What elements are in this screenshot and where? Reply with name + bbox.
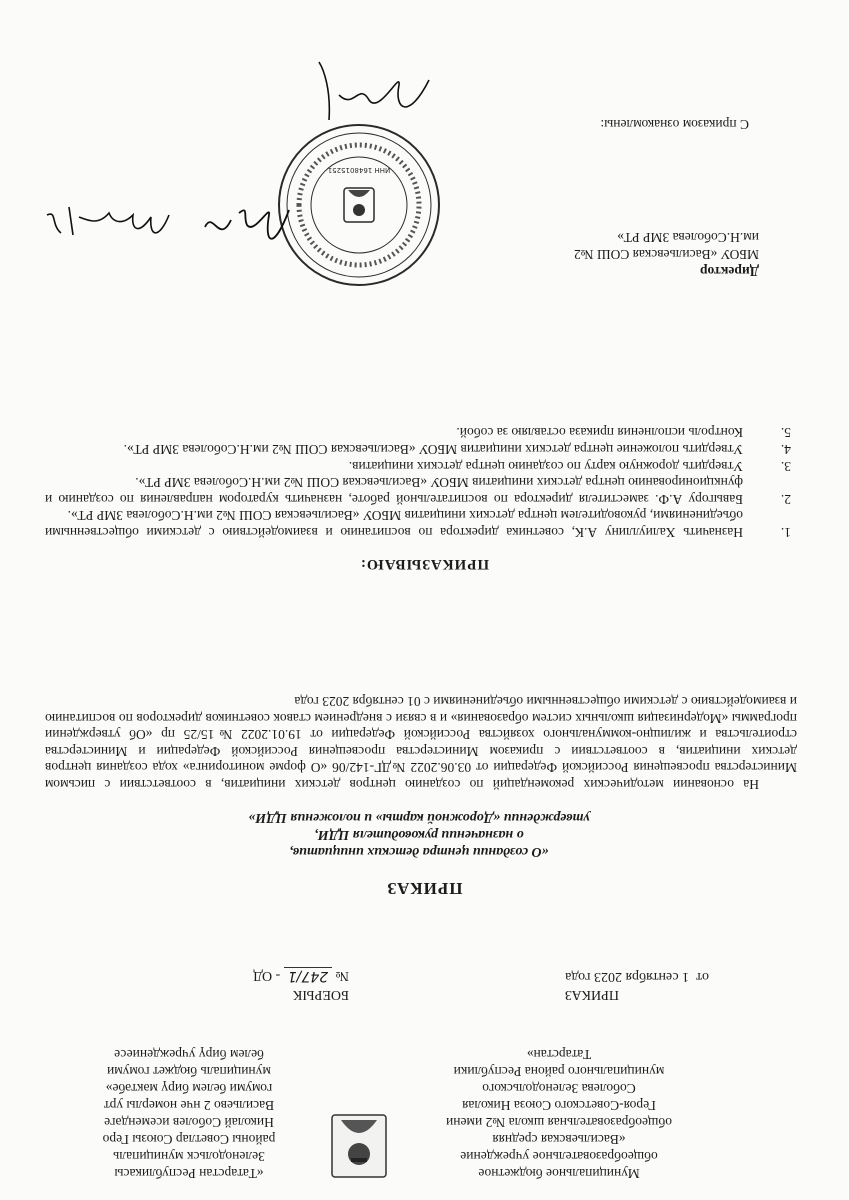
director-signature-icon <box>29 185 309 265</box>
header-ru-line: общеобразовательная школа №2 имени <box>446 1115 672 1130</box>
seal-inn: ИНН 1648015251 <box>327 166 391 174</box>
header-tt-line: белем бирү учреждениесе <box>114 1047 264 1062</box>
prikaz-label: ПРИКАЗ <box>564 987 619 1002</box>
item-number: 2. <box>780 491 791 507</box>
subject-line: «О создании центра детских инициатив, <box>289 844 549 859</box>
order-number <box>253 967 349 984</box>
item-text: Назначить Халиуллину А.К, советника директора по воспитанию и взаимодействию с детскими общественными объединениями, руководителем центра детских инициатив МБОУ «Васильевская СОШ №2 им.Н.Соболева ЗМР РТ». <box>45 508 743 540</box>
header-ru-line: Соболева Зеленодольского <box>482 1081 636 1096</box>
order-heading: ПРИКАЗЫВАЮ: <box>359 556 490 572</box>
header-tt-line: гомуми белем бирү мәктәбе» <box>105 1081 273 1096</box>
header-ru-line: «Васильевская средняя <box>492 1132 626 1147</box>
order-item <box>45 424 797 441</box>
order-date <box>565 968 709 984</box>
item-number: 3. <box>780 458 791 474</box>
item-text: Бавыгору А.Ф. заместителя директора по воспитательной работе, назначить куратором направления по созданию и функционированию центра детских инициатив МБОУ «Васильевская СОШ №2 им.Н.Соболева ЗМР РТ». <box>45 475 743 507</box>
header-tt-line: районы Советлар Союзы Геро <box>102 1132 276 1147</box>
header-organization-ru <box>384 1046 734 1182</box>
number-prefix: № <box>335 968 349 983</box>
order-subject <box>159 809 679 860</box>
header-tt-line: муниципаль бюджет гомуми <box>107 1064 271 1079</box>
order-items-list <box>45 424 797 540</box>
header-ru-line: общеобразовательное учреждение <box>460 1149 658 1164</box>
item-number: 4. <box>780 442 791 458</box>
director-org-line: им.Н.Соболева ЗМР РТ» <box>617 230 759 245</box>
page-title: ПРИКАЗ <box>386 879 463 898</box>
date-value: 1 сентября 2023 года <box>565 969 690 984</box>
item-number: 5. <box>780 425 791 441</box>
header-ru-line: муниципального района Республики <box>453 1064 665 1079</box>
date-prefix: от <box>696 969 709 984</box>
item-text: Контроль исполнения приказа оставляю за собой. <box>456 425 743 441</box>
header-tt-line: «Татарстан Республикасы <box>114 1166 264 1181</box>
header-tt-line: Николай Соболев исемендәге <box>104 1115 274 1130</box>
header-ru-line: Татарстан» <box>526 1047 592 1062</box>
header-tt-line: Зеленодольск муниципаль <box>113 1149 265 1164</box>
director-org-line: МБОУ «Васильевская СОШ №2 <box>573 247 759 262</box>
boyeryk-label: БОЕРЫК <box>293 987 349 1002</box>
item-number: 1. <box>780 525 791 540</box>
subject-line: утверждении «Дорожной карты» и положения ЦДИ» <box>248 810 590 825</box>
item-text: Утвердить дорожную карту по созданию центра детских инициатив. <box>348 458 743 474</box>
number-value: 247/1 <box>284 967 332 984</box>
acquainted-signature-icon <box>289 50 449 140</box>
director-block <box>574 229 759 280</box>
header-ru-line: Муниципальное бюджетное <box>478 1166 640 1181</box>
order-item <box>45 440 797 457</box>
header-organization-tt <box>39 1046 339 1182</box>
director-title: Директор <box>699 264 759 279</box>
header-tt-line: Васильево 2 нче номерлы урт <box>103 1098 275 1113</box>
order-item <box>45 474 797 507</box>
header-ru-line: Героя-Советского Союза Николая <box>462 1098 656 1113</box>
item-text: Утвердить положение центра детских инициатив МБОУ «Васильевская СОШ №2 им.Н.Соболева ЗМР РТ». <box>123 442 743 458</box>
order-item <box>45 507 797 540</box>
number-suffix: - ОД <box>253 968 281 983</box>
order-item <box>45 457 797 474</box>
preamble-paragraph: На основании методических рекомендаций по созданию центров детских инициатив, в соответствии с письмом Министерства просвещения Российской Федерации от 03.06.2022 №ДГ-142/06 «О форме мониторинга» хода создания центров детских инициатив, в соответствии с приказом Министерства просвещения Российской Федерации и Министерства строительства и жилищно-коммунального хозяйства Российской Федерации от 19.01.2022 №15/25 пр «Об утверждении программы «Модернизация школьных систем образования» и в связи с внедрением ставок советников директоров по воспитанию и взаимодействию с детскими общественными объединениями с 01 сентября 2023 года <box>45 694 797 792</box>
acquainted-label: С приказом ознакомлены: <box>600 117 749 132</box>
subject-line: о назначении руководителя ЦДИ, <box>314 827 524 842</box>
